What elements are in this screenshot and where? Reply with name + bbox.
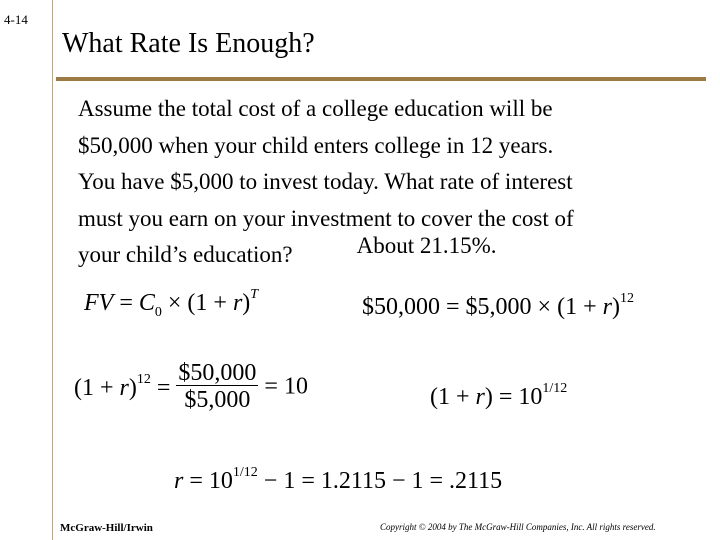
statement-line-5 bbox=[78, 233, 698, 274]
problem-statement bbox=[78, 91, 698, 274]
formula-ratio: $(1 + r)^{12}$ = $\frac{\$50,000}{\$5,000}$ = 10 bbox=[74, 360, 308, 413]
statement-line-1: Assume the total cost of a college education will be bbox=[78, 96, 553, 121]
solution-base: 10 bbox=[208, 468, 233, 494]
future-amount: $50,000 bbox=[362, 294, 440, 320]
statement-line-4: must you earn on your investment to cover the cost of bbox=[78, 205, 574, 231]
formula-substituted: $50,000 = $5,000 × $(1 + r)^{12}$ bbox=[362, 291, 634, 320]
publisher-footer: McGraw-Hill/Irwin bbox=[60, 522, 153, 534]
copyright-footer: Copyright © 2004 by The McGraw-Hill Companies, Inc. All rights reserved. bbox=[380, 522, 656, 532]
r-symbol: r bbox=[232, 290, 243, 316]
c-subscript: 0 bbox=[154, 305, 162, 320]
years-exponent: 12 bbox=[619, 291, 634, 306]
present-amount: $5,000 bbox=[465, 294, 532, 320]
solution-rest: − 1 = 1.2115 − 1 = .2115 bbox=[257, 468, 503, 494]
root-exponent: 1/12 bbox=[542, 381, 568, 396]
left-vertical-rule bbox=[52, 0, 53, 540]
statement-line-2: $50,000 when your child enters college in 12 years. bbox=[78, 132, 554, 158]
statement-line-3: You have $5,000 to invest today. What rate of interest bbox=[78, 169, 573, 194]
formula-future-value: FV = $C_0 \times (1 + r)^T$ bbox=[84, 287, 259, 320]
slide-title: What Rate Is Enough? bbox=[62, 28, 315, 59]
ratio-exponent: 12 bbox=[136, 372, 151, 387]
ratio-fraction bbox=[176, 361, 258, 412]
formula-solution: $r = 10^{1/12} - 1 = 1.2115 - 1 = .2115$ bbox=[174, 465, 503, 494]
slide-number: 4-14 bbox=[4, 12, 28, 27]
fraction-numerator: $50,000 bbox=[178, 360, 257, 386]
root-base: 10 bbox=[518, 384, 543, 410]
formula-root: $(1 + r) = 10^{1/12}$ bbox=[430, 381, 568, 410]
title-underline bbox=[56, 77, 706, 81]
statement-line-5-text: your child’s education? bbox=[78, 242, 293, 267]
fv-symbol: FV bbox=[84, 290, 114, 316]
answer-text: About 21.15%. bbox=[356, 233, 497, 258]
c-symbol: C bbox=[138, 290, 155, 316]
t-exponent: T bbox=[250, 287, 259, 302]
solution-exponent: 1/12 bbox=[232, 465, 258, 480]
fraction-denominator: $5,000 bbox=[184, 387, 251, 413]
ratio-result: 10 bbox=[283, 373, 308, 400]
